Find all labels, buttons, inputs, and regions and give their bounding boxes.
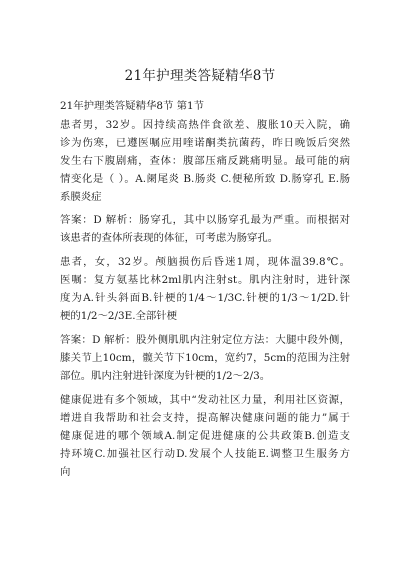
section-heading: 21年护理类答疑精华8节 第1节 [60, 100, 205, 112]
text-line: 增进自我帮助和社会支持，提高解决健康问题的能力”属于 [60, 412, 350, 424]
text-line: 健康促进的哪个领域A.制定促进健康的公共政策B.创造支 [60, 430, 350, 442]
text-line: 答案：D 解析：股外侧肌肌内注射定位方法：大腿中段外侧， [60, 334, 350, 346]
text-line: 该患者的查体所表现的体征，可考虑为肠穿孔。 [60, 232, 279, 244]
text-line: 健康促进有多个领域，其中“发动社区力量，利用社区资源， [60, 394, 350, 406]
text-line: 发生右下腹剧痛，查体：腹部压痛反跳痛明显。最可能的病 [60, 155, 350, 167]
text-line: 向 [60, 466, 71, 478]
text-line: 医嘱：复方氨基比林2ml肌内注射st。肌内注射时，进针深 [60, 274, 350, 286]
text-line: 部位。肌内注射进针深度为针梗的1/2～2/3。 [60, 370, 271, 382]
text-line: 答案：D 解析：肠穿孔，其中以肠穿孔最为严重。而根据对 [60, 214, 350, 226]
text-line: 情变化是（ ）。A.阑尾炎 B.肠炎 C.便秘所致 D.肠穿孔 E.肠 [60, 173, 350, 185]
text-line: 梗的1/2～2/3E.全部针梗 [60, 310, 178, 322]
text-line: 膝关节上10cm，髋关节下10cm，宽约7，5cm的范围为注射 [60, 352, 350, 364]
text-line: 患者，女，32岁。颅脑损伤后昏迷1周，现体温39.8℃。 [60, 256, 350, 268]
text-line: 患者男，32岁。因持续高热伴食欲差、腹胀10天入院，确 [60, 119, 350, 131]
document-title: 21年护理类答疑精华8节 [124, 68, 276, 84]
text-line: 度为A.针头斜面B.针梗的1/4～1/3C.针梗的1/3～1/2D.针 [60, 292, 350, 304]
text-line: 持环境C.加强社区行动D.发展个人技能E.调整卫生服务方 [60, 448, 350, 460]
text-line: 诊为伤寒，已遵医嘱应用喹诺酮类抗菌药，昨日晚饭后突然 [60, 137, 350, 149]
text-line: 系膜炎症 [60, 191, 102, 203]
